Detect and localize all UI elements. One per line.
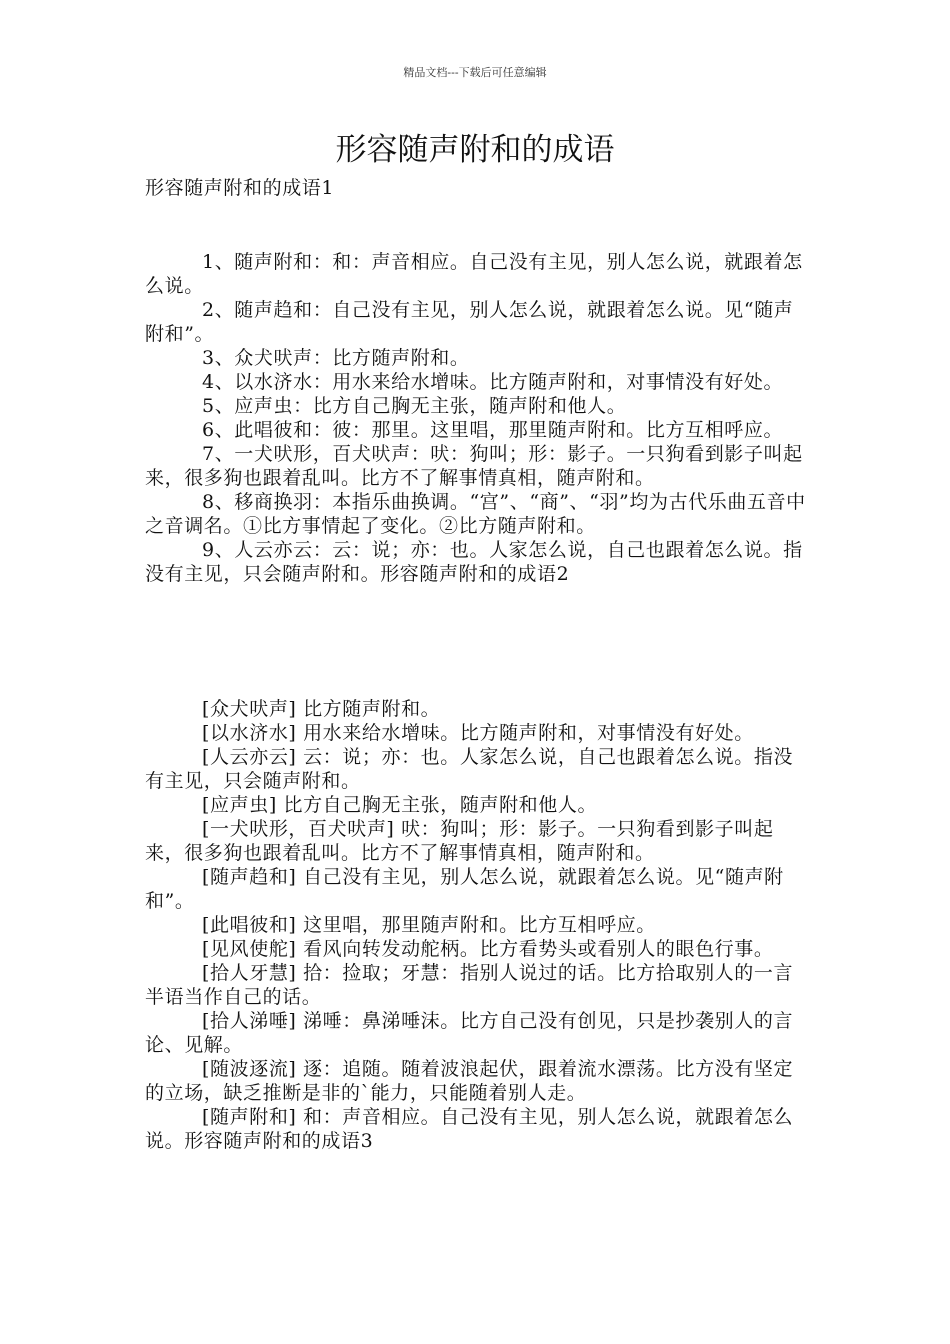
list-item: 9、人云亦云：云：说；亦：也。人家怎么说，自己也跟着怎么说。指没有主见，只会随声附和。形容随声附和的成语2 xyxy=(145,539,803,585)
list-item: 8、移商换羽：本指乐曲换调。“宫”、“商”、“羽”均为古代乐曲五音中之音调名。①比方事情起了变化。②比方随声附和。 xyxy=(145,491,806,537)
idiom-entry: [拾人牙慧] 拾：捡取；牙慧：指别人说过的话。比方拾取别人的一言半语当作自己的话。 xyxy=(145,962,794,1008)
list-item: 4、以水济水：用水来给水增味。比方随声附和，对事情没有好处。 xyxy=(202,371,784,393)
idiom-entry: [应声虫] 比方自己胸无主张，随声附和他人。 xyxy=(202,794,598,816)
header-note: 精品文档---下载后可任意编辑 xyxy=(403,66,547,79)
list-item: 6、此唱彼和：彼：那里。这里唱，那里随声附和。比方互相呼应。 xyxy=(202,419,784,441)
list-item: 1、随声附和：和：声音相应。自己没有主见，别人怎么说，就跟着怎么说。 xyxy=(145,251,803,297)
list-item: 7、一犬吠形，百犬吠声：吠：狗叫；形：影子。一只狗看到影子叫起来，很多狗也跟着乱叫。比方不了解事情真相，随声附和。 xyxy=(145,443,803,489)
idiom-entry: [以水济水] 用水来给水增味。比方随声附和，对事情没有好处。 xyxy=(202,722,754,744)
idiom-entry: [见风使舵] 看风向转发动舵柄。比方看势头或看别人的眼色行事。 xyxy=(202,938,774,960)
idiom-entry: [人云亦云] 云：说；亦：也。人家怎么说，自己也跟着怎么说。指没有主见，只会随声附和。 xyxy=(145,746,794,792)
list-item: 5、应声虫：比方自己胸无主张，随声附和他人。 xyxy=(202,395,627,417)
idiom-entry: [随声附和] 和：声音相应。自己没有主见，别人怎么说，就跟着怎么说。形容随声附和的成语3 xyxy=(145,1106,794,1152)
section-heading-1: 形容随声附和的成语1 xyxy=(145,177,335,199)
idiom-entry: [众犬吠声] 比方随声附和。 xyxy=(202,698,441,720)
list-item: 3、众犬吠声：比方随声附和。 xyxy=(202,347,470,369)
document-title: 形容随声附和的成语 xyxy=(335,132,615,168)
idiom-entry: [随声趋和] 自己没有主见，别人怎么说，就跟着怎么说。见“随声附和”。 xyxy=(145,866,784,912)
section-2-body xyxy=(145,697,810,1153)
section-1-body xyxy=(145,250,810,586)
idiom-entry: [随波逐流] 逐：追随。随着波浪起伏，跟着流水漂荡。比方没有坚定的立场，缺乏推断是非的`能力，只能随着别人走。 xyxy=(145,1058,794,1104)
list-item: 2、随声趋和：自己没有主见，别人怎么说，就跟着怎么说。见“随声附和”。 xyxy=(145,299,794,345)
idiom-entry: [拾人涕唾] 涕唾：鼻涕唾沫。比方自己没有创见，只是抄袭别人的言论、见解。 xyxy=(145,1010,794,1056)
idiom-entry: [此唱彼和] 这里唱，那里随声附和。比方互相呼应。 xyxy=(202,914,656,936)
idiom-entry: [一犬吠形，百犬吠声] 吠：狗叫；形：影子。一只狗看到影子叫起来，很多狗也跟着乱叫。比方不了解事情真相，随声附和。 xyxy=(145,818,774,864)
